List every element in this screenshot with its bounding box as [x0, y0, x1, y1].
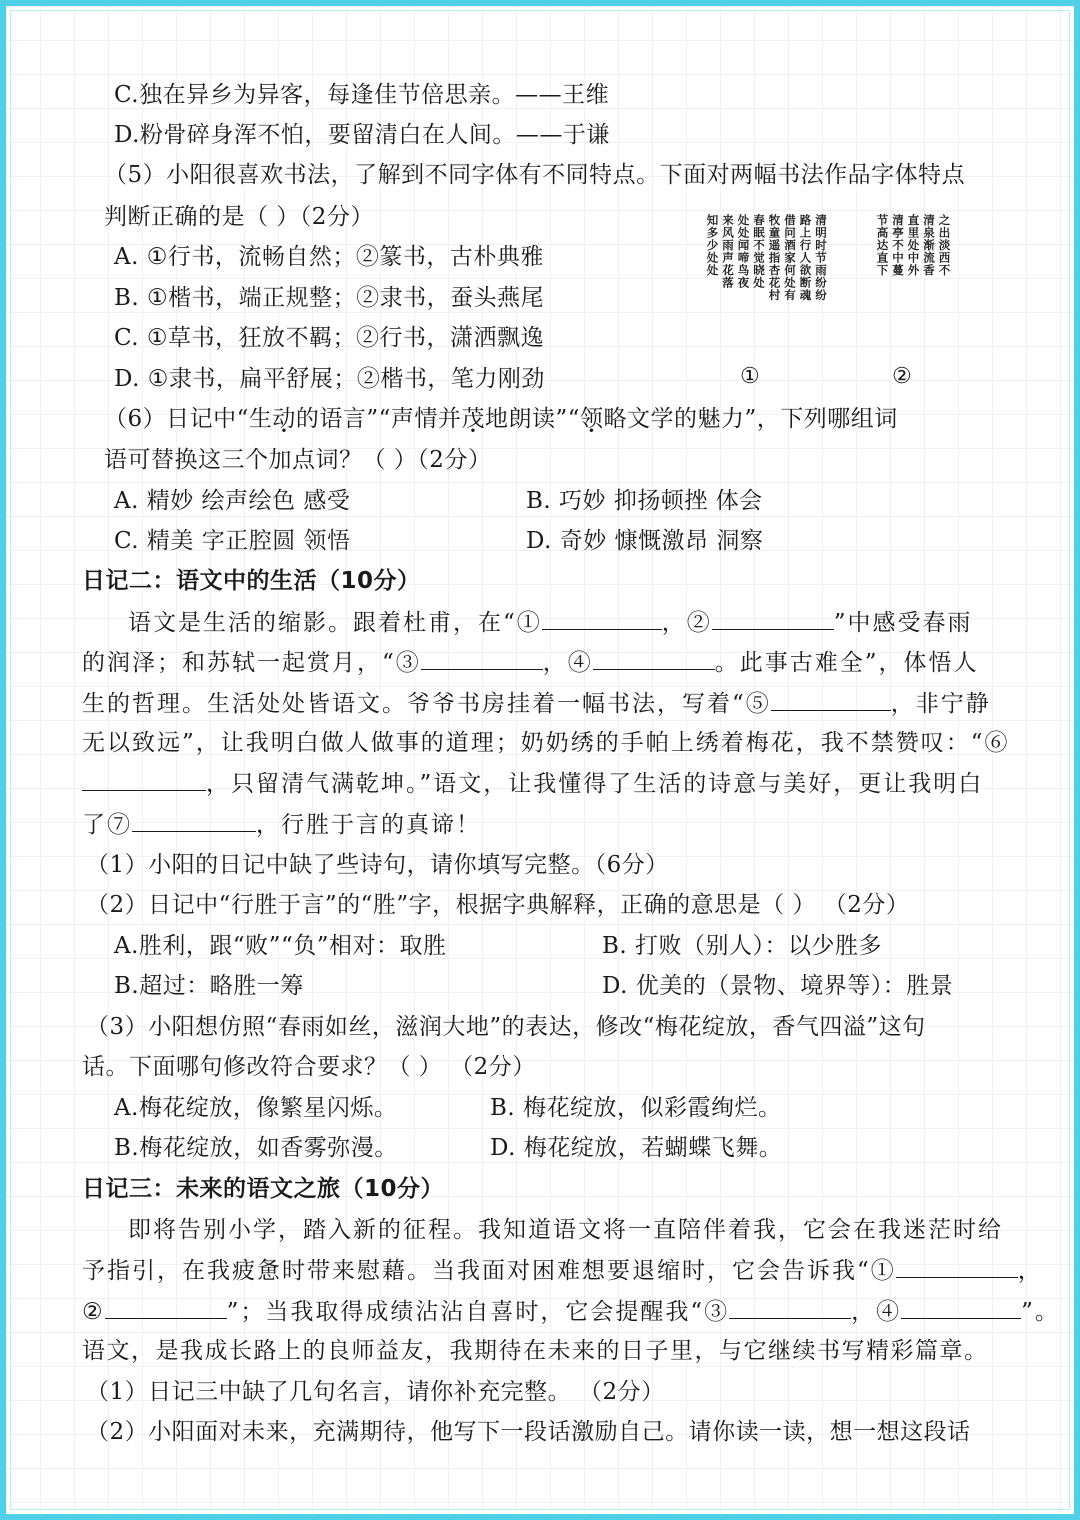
diary3-line1: 即将告别小学，踏入新的征程。我知道语文将一直陪伴着我，它会在我迷茫时给: [128, 1217, 1003, 1243]
emphasis-dot-char: 茂: [461, 406, 485, 432]
calligraphy-column: 牧童遥指杏花村: [767, 214, 782, 302]
text-segment: ”；当我取得成绩沾沾自喜时，它会提醒我“③: [226, 1299, 730, 1325]
diary3-q2: （2）小阳面对未来，充满期待，他写下一段话激励自己。请你读一读，想一想这段话: [86, 1419, 971, 1445]
q6-stem-part: 地朗读”“: [484, 406, 580, 432]
text-segment: ，非宁静: [890, 691, 991, 717]
q6-stem-line2: 语可替换这三个加点词？（ ）（2分）: [104, 447, 492, 473]
diary2-q2-option-c: B.超过：略胜一筹: [114, 973, 304, 999]
answer-blank-2[interactable]: [712, 607, 834, 630]
diary2-q2: （2）日记中“行胜于言”的“胜”字，根据字典解释，正确的意思是（ ） （2分）: [86, 892, 910, 918]
calligraphy-column: 春眠不觉晓处: [752, 214, 766, 289]
diary2-q1: （1）小阳的日记中缺了些诗句，请你填写完整。（6分）: [86, 852, 669, 878]
diary2-line3: [82, 688, 991, 719]
text-segment: ，: [1017, 1258, 1043, 1284]
diary2-q3-option-c: B.梅花绽放，如香雾弥漫。: [114, 1135, 398, 1161]
q5-stem-line2: 判断正确的是（ ）（2分）: [104, 204, 374, 230]
q6-stem-part: 的语言”“声情并: [295, 406, 462, 432]
calligraphy-image-2: [876, 214, 950, 277]
diary2-line4: 无以致远”，让我明白做人做事的道理；奶奶绣的手帕上绣着梅花，我不禁赞叹：“⑥: [82, 730, 1010, 756]
calligraphy-caption-1: ①: [740, 364, 760, 389]
diary2-q2-option-b: B. 打败（别人）：以少胜多: [602, 933, 883, 959]
text-segment: 。此事古难全”，体悟人: [714, 650, 979, 676]
calligraphy-column: 借问酒家何处有: [783, 214, 797, 302]
calligraphy-column: 来风雨声花落: [721, 214, 735, 289]
text-segment: 生的哲理。生活处处皆语文。爷爷书房挂着一幅书法，写着“⑤: [82, 691, 771, 717]
text-segment: ”中感受春雨: [833, 610, 973, 636]
text-segment: ，④: [851, 1299, 902, 1325]
answer-blank-d3-3[interactable]: [729, 1296, 851, 1319]
q5-option-a: A. ①行书，流畅自然；②篆书，古朴典雅: [114, 244, 544, 270]
q4-option-c: C.独在异乡为异客，每逢佳节倍思亲。——王维: [114, 82, 610, 108]
diary2-line5: [82, 768, 983, 799]
answer-blank-d3-4[interactable]: [901, 1296, 1021, 1319]
text-segment: 语文是生活的缩影。跟着杜甫，在“①: [128, 610, 542, 636]
q5-option-c: C. ①草书，狂放不羁；②行书，潇洒飘逸: [114, 325, 545, 351]
calligraphy-column: 知多少处处: [705, 214, 720, 277]
q6-option-c: C. 精美 字正腔圆 领悟: [114, 528, 351, 554]
diary3-q1: （1）日记三中缺了几句名言，请你补充完整。 （2分）: [86, 1379, 665, 1405]
calligraphy-column: 清明时节雨纷纷: [814, 214, 828, 302]
answer-blank-7[interactable]: [132, 809, 256, 832]
diary2-q3-option-d: D. 梅花绽放，若蝴蝶飞舞。: [490, 1135, 783, 1161]
text-segment: ，只留清气满乾坤。”语文，让我懂得了生活的诗意与美好，更让我明白: [206, 771, 984, 797]
diary2-q3-line2: 话。下面哪句修改符合要求？（ ） （2分）: [82, 1054, 536, 1080]
calligraphy-column: 处处闻啼鸟夜: [736, 214, 751, 289]
diary2-q2-option-a: A.胜利，跟“败”“负”相对：取胜: [114, 933, 447, 959]
text-segment: ②: [82, 1299, 105, 1325]
q6-option-a: A. 精妙 绘声绘色 感受: [114, 488, 351, 514]
calligraphy-column: 清泉渐流香: [922, 214, 936, 277]
q5-stem-line1: （5）小阳很喜欢书法，了解到不同字体有不同特点。下面对两幅书法作品字体特点: [104, 162, 966, 188]
q5-option-d: D. ①隶书，扁平舒展；②楷书，笔力刚劲: [114, 366, 545, 392]
answer-blank-1[interactable]: [542, 607, 662, 630]
calligraphy-column: 直里处中外: [906, 214, 921, 277]
calligraphy-column: 之出淡西不: [937, 214, 952, 277]
text-segment: 的润泽；和苏轼一起赏月，“③: [82, 650, 421, 676]
diary2-title: 日记二：语文中的生活（10分）: [82, 568, 421, 594]
q4-option-d: D.粉骨碎身浑不怕，要留清白在人间。——于谦: [114, 122, 610, 148]
calligraphy-column: 路上行人欲断魂: [798, 214, 813, 302]
answer-blank-d3-1[interactable]: [896, 1255, 1018, 1278]
diary3-line4: 语文，是我成长路上的良师益友，我期待在未来的日子里，与它继续书写精彩篇章。: [82, 1338, 989, 1364]
q5-option-b: B. ①楷书，端正规整；②隶书，蚕头燕尾: [114, 285, 545, 311]
q6-stem-part: 略文学的魅力”，下列哪组词: [603, 406, 898, 432]
diary2-q3-line1: （3）小阳想仿照“春雨如丝，滋润大地”的表达，修改“梅花绽放，香气四溢”这句: [86, 1014, 926, 1040]
q6-stem-line1: [104, 404, 898, 434]
q6-option-b: B. 巧妙 抑扬顿挫 体会: [526, 488, 763, 514]
q6-option-d: D. 奇妙 慷慨激昂 洞察: [526, 528, 764, 554]
emphasis-dot-char: 动: [272, 406, 296, 432]
text-segment: 了⑦: [82, 812, 132, 838]
text-segment: ，②: [661, 610, 712, 636]
text-segment: ，④: [542, 650, 593, 676]
answer-blank-3[interactable]: [421, 647, 543, 670]
calligraphy-caption-2: ②: [892, 364, 912, 389]
diary2-q2-option-d: D. 优美的（景物、境界等）：胜景: [602, 973, 954, 999]
calligraphy-image-1: [706, 214, 826, 302]
q6-stem-part: （6）日记中“生: [104, 406, 273, 432]
emphasis-dot-char: 领: [579, 406, 604, 432]
diary2-line1: [128, 607, 973, 638]
text-segment: 予指引，在我疲惫时带来慰藉。当我面对困难想要退缩时，它会告诉我“①: [82, 1258, 896, 1284]
diary3-line2: [82, 1255, 1043, 1286]
calligraphy-column: 节高达直下: [875, 214, 890, 277]
text-segment: ”。: [1021, 1299, 1060, 1325]
diary2-q3-option-b: B. 梅花绽放，似彩霞绚烂。: [490, 1095, 782, 1121]
answer-blank-6[interactable]: [82, 768, 206, 791]
diary2-line2: [82, 647, 979, 678]
diary2-q3-option-a: A.梅花绽放，像繁星闪烁。: [114, 1095, 398, 1121]
diary2-line6: [82, 809, 481, 840]
answer-blank-5[interactable]: [771, 688, 891, 711]
calligraphy-column: 清亭不中蔓: [891, 214, 905, 277]
diary3-line3: [82, 1296, 1060, 1327]
text-segment: ，行胜于言的真谛！: [256, 812, 481, 838]
answer-blank-4[interactable]: [593, 647, 715, 670]
diary3-title: 日记三：未来的语文之旅（10分）: [82, 1176, 445, 1202]
answer-blank-d3-2[interactable]: [105, 1296, 227, 1319]
